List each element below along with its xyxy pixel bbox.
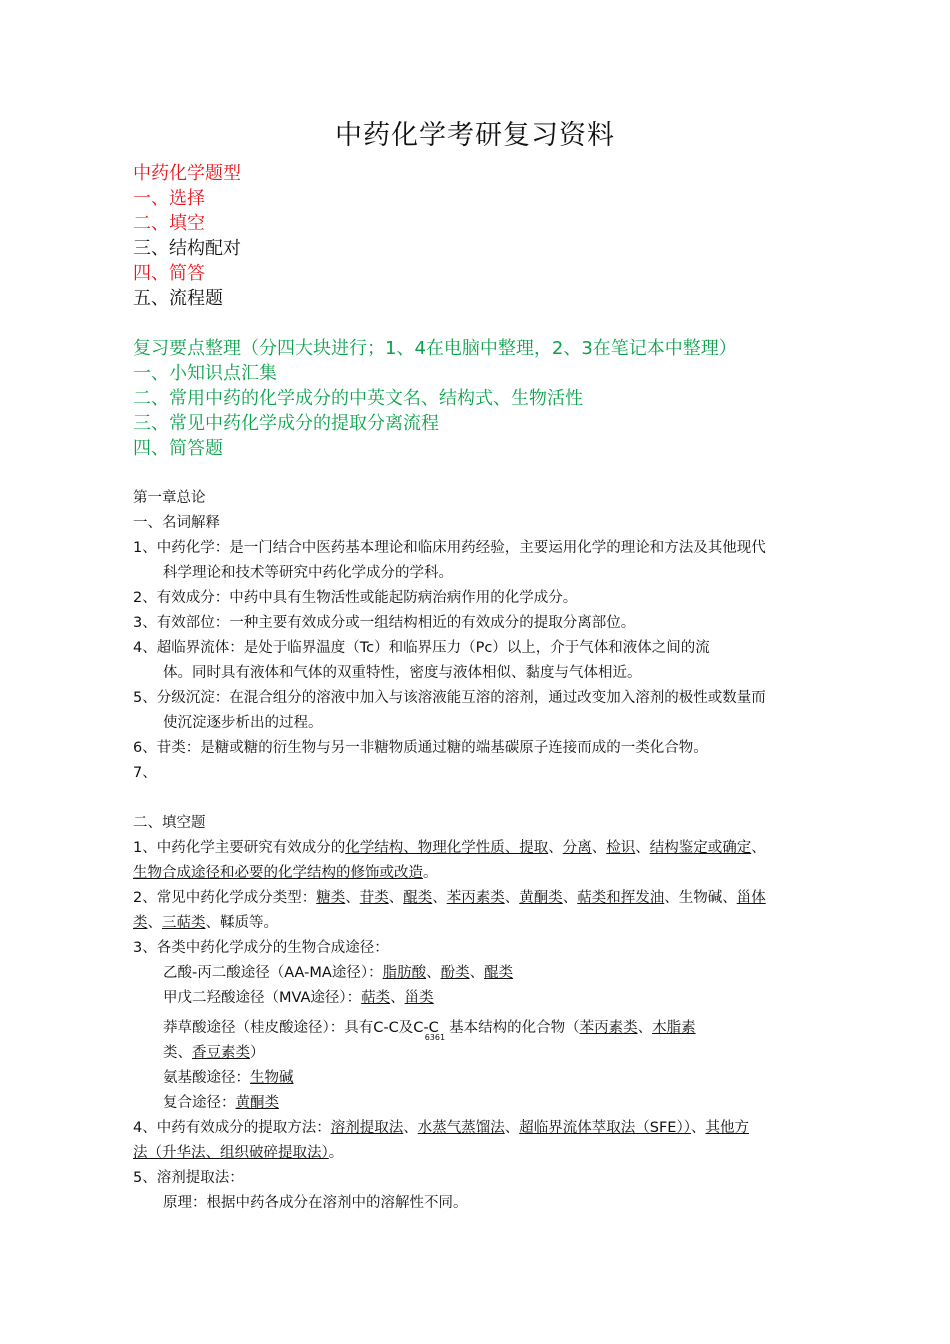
- fill-5: 5、溶剂提取法：: [133, 1170, 244, 1186]
- term-1-line1: 1、中药化学：是一门结合中医药基本理论和临床用药经验，主要运用化学的理论和方法及其他现代: [133, 540, 766, 556]
- separator: 、: [403, 1120, 418, 1136]
- type-item-3: 三、结构配对: [133, 238, 241, 259]
- fill-4-line1: [133, 1116, 749, 1141]
- fill-2-answer: 醌类: [403, 890, 433, 906]
- fill-2-answer: 萜类和挥发油: [577, 890, 665, 906]
- pathway-3-line2: [163, 1041, 265, 1066]
- fill-1-answer-2: 分离: [562, 840, 592, 856]
- review-item-2: 二、常用中药的化学成分的中英文名、结构式、生物活性: [133, 388, 583, 409]
- term-2: 2、有效成分：中药中具有生物活性或能起防病治病作用的化学成分。: [133, 590, 578, 606]
- fill-2-line2: [133, 911, 278, 936]
- term-7: 7、: [133, 765, 157, 781]
- fill-2-answer: 糖类: [316, 890, 346, 906]
- separator: 、: [751, 840, 766, 856]
- type-item-1: 一、选择: [133, 188, 205, 209]
- line-end: 。: [328, 1145, 344, 1161]
- pathway-answer: 生物碱: [250, 1070, 294, 1086]
- pathway-answer: 酚类: [440, 965, 470, 981]
- line-end: 、鞣质等。: [205, 915, 278, 931]
- review-item-1: 一、小知识点汇集: [133, 363, 277, 384]
- chapter-title: 第一章总论: [133, 490, 206, 506]
- term-5-line1: 5、分级沉淀：在混合组分的溶液中加入与该溶液能互溶的溶剂，通过改变加入溶剂的极性或数量而: [133, 690, 766, 706]
- fill-4-answer: 水蒸气蒸馏法: [417, 1120, 505, 1136]
- separator: 、: [147, 915, 162, 931]
- term-3: 3、有效部位：一种主要有效成分或一组结构相近的有效成分的提取分离部位。: [133, 615, 636, 631]
- term-4-line2: 体。同时具有液体和气体的双重特性，密度与液体相似、黏度与气体相近。: [163, 665, 642, 681]
- term-5-line2: 使沉淀逐步析出的过程。: [163, 715, 323, 731]
- pathway-5: [163, 1091, 279, 1116]
- term-4-line1: 4、超临界流体：是处于临界温度（Tc）和临界压力（Pc）以上，介于气体和液体之间的流: [133, 640, 710, 656]
- fill-2-answer: 黄酮类: [519, 890, 563, 906]
- review-item-3: 三、常见中药化学成分的提取分离流程: [133, 413, 439, 434]
- fill-1-answer-4: 结构鉴定或确定: [649, 840, 752, 856]
- separator: 、: [548, 840, 563, 856]
- pathway-answer: 苯丙素类: [579, 1020, 638, 1036]
- pathway-answer: 黄酮类: [235, 1095, 279, 1111]
- fill-3: 3、各类中药化学成分的生物合成途径：: [133, 940, 389, 956]
- pathway-3-mid: 基本结构的化合物（: [449, 1020, 580, 1036]
- separator: 、: [504, 1120, 520, 1136]
- fill-1-answer-1: 化学结构、物理化学性质、提取: [345, 840, 549, 856]
- line-end: ）: [250, 1045, 265, 1061]
- pathway-5-label: 复合途径：: [163, 1095, 236, 1111]
- fill-2-line1: 2、常见中药化学成分类型：糖类、苷类、醌类、苯丙素类、黄酮类、萜类和挥发油、生物碱、甾体: [133, 890, 766, 906]
- fill-heading: 二、填空题: [133, 815, 206, 831]
- review-heading: 复习要点整理（分四大块进行；1、4在电脑中整理，2、3在笔记本中整理）: [133, 338, 737, 359]
- pathway-1: 乙酸-丙二酸途径（AA-MA途径）：脂肪酸、酚类、醌类: [163, 965, 514, 981]
- pathway-3-line1: [163, 1016, 696, 1042]
- type-item-5: 五、流程题: [133, 288, 223, 309]
- separator: 、: [635, 840, 650, 856]
- fill-2-answer: 甾体: [736, 890, 766, 906]
- page-title: 中药化学考研复习资料: [335, 120, 615, 151]
- fill-2-answer: 三萜类: [162, 915, 206, 931]
- separator: 、: [690, 1120, 706, 1136]
- line-end: 。: [423, 865, 438, 881]
- pathway-answer: 醌类: [484, 965, 514, 981]
- pathway-answer: 萜类: [361, 990, 391, 1006]
- pathway-2: 甲戊二羟酸途径（MVA途径）：萜类、甾类: [163, 990, 434, 1006]
- fill-2-prefix: 2、常见中药化学成分类型：: [133, 890, 317, 906]
- pathway-answer: 脂肪酸: [382, 965, 427, 981]
- term-1-line2: 科学理论和技术等研究中药化学成分的学科。: [163, 565, 453, 581]
- separator: 、: [591, 840, 607, 856]
- type-item-4: 四、简答: [133, 263, 205, 284]
- pathway-3-cont: 类: [163, 1045, 178, 1061]
- pathway-answer: 甾类: [404, 990, 434, 1006]
- term-6: 6、苷类：是糖或糖的衍生物与另一非糖物质通过糖的端基碳原子连接而成的一类化合物。: [133, 740, 708, 756]
- type-item-2: 二、填空: [133, 213, 205, 234]
- pathway-3-label: 莽草酸途径（桂皮酸途径）：具有C-C及C-C: [163, 1020, 439, 1036]
- fill-2-mid: 、生物碱、: [664, 890, 737, 906]
- terms-heading: 一、名词解释: [133, 515, 220, 531]
- fill-1-prefix: 1、中药化学主要研究有效成分的: [133, 840, 346, 856]
- fill-4-answer: 溶剂提取法: [330, 1120, 404, 1136]
- separator: 、: [637, 1020, 653, 1036]
- pathway-4-label: 氨基酸途径：: [163, 1070, 250, 1086]
- types-heading: 中药化学题型: [133, 163, 241, 184]
- fill-4-answer: 其他方: [705, 1120, 749, 1136]
- pathway-answer: 木脂素: [652, 1020, 696, 1036]
- fill-4-line2: [133, 1141, 343, 1166]
- fill-1-line1: [133, 836, 766, 861]
- pathway-4: [163, 1066, 294, 1091]
- separator: 、: [177, 1045, 192, 1061]
- fill-2-answer: 苷类: [359, 890, 389, 906]
- review-item-4: 四、简答题: [133, 438, 223, 459]
- fill-2-answer: 类: [133, 915, 148, 931]
- fill-5-principle: 原理：根据中药各成分在溶剂中的溶解性不同。: [163, 1195, 468, 1211]
- pathway-3-subscript: 6361: [424, 1033, 446, 1042]
- pathway-1-label: 乙酸-丙二酸途径（AA-MA途径）：: [163, 965, 383, 981]
- pathway-2-label: 甲戊二羟酸途径（MVA途径）：: [163, 990, 362, 1006]
- pathway-answer: 香豆素类: [192, 1045, 250, 1061]
- fill-4-answer: 超临界流体萃取法（SFE））: [519, 1120, 691, 1136]
- fill-4-answer: 法（升华法、组织破碎提取法）: [133, 1145, 329, 1161]
- fill-2-answer: 苯丙素类: [446, 890, 505, 906]
- fill-4-prefix: 4、中药有效成分的提取方法：: [133, 1120, 331, 1136]
- fill-1-line2: [133, 861, 438, 886]
- fill-1-answer-3: 检识: [606, 840, 636, 856]
- fill-1-answer-5: 生物合成途径和必要的化学结构的修饰或改造: [133, 865, 423, 881]
